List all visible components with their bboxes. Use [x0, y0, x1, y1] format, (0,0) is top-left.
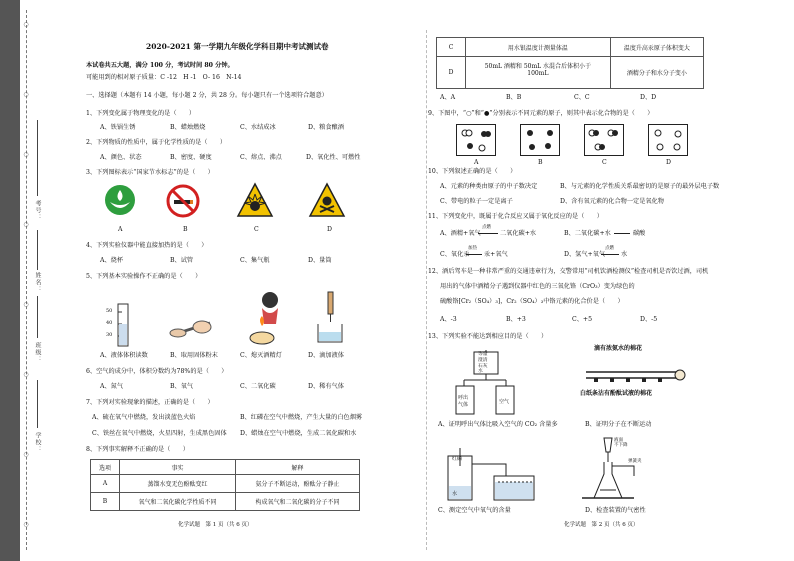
q8-option: A、A — [440, 94, 456, 101]
q10-option: B、与元素的化学性质关系最密切的是原子的最外层电子数 — [560, 183, 720, 190]
field-class: 班级： — [34, 342, 41, 363]
q12-line: 用出的气体中酒精分子遇到仪器中红色的三氧化铬（CrO₃）变为绿色的 — [440, 283, 635, 290]
apparatus-label: 等量 — [478, 352, 488, 357]
q2-option: D、氧化性、可燃性 — [306, 154, 361, 161]
q13-option: C、测定空气中氧气的含量 — [438, 507, 511, 514]
q3-option: C — [254, 226, 259, 233]
q6-option: A、氮气 — [100, 383, 124, 390]
table-cell: 酒精分子和水分子变小 — [610, 57, 703, 89]
q2-option: A、颜色、状态 — [100, 154, 142, 161]
q1-option: A、铁锅生锈 — [100, 124, 136, 131]
particle-box-c — [584, 124, 624, 156]
reaction-arrow — [466, 254, 482, 255]
apparatus-label: 澄清 — [478, 358, 488, 363]
q11-option: C、氧化汞 — [440, 251, 470, 258]
apparatus-label: 滴有浓氨水的棉花 — [594, 345, 643, 352]
q2-option: C、熔点、沸点 — [240, 154, 282, 161]
table-cell: 50mL 酒精和 50mL 水混合后体积小于 100mL — [466, 57, 611, 89]
q5-option: A、液体体积读数 — [100, 352, 148, 359]
q4-option: C、集气瓶 — [240, 257, 270, 264]
q13-stem: 13、下列实验不能达到相应目的是（ ） — [428, 333, 548, 340]
q7-option: C、铁丝在氧气中燃烧，火星四射，生成黑色固体 — [92, 430, 227, 437]
q4-stem: 4、下列实验仪器中能直接加热的是（ ） — [86, 242, 208, 249]
scale-label: 30 — [106, 332, 113, 338]
q3-option: D — [327, 226, 332, 233]
q10-option: A、元素的种类由原子的中子数决定 — [440, 183, 538, 190]
table-header: 选项 — [91, 460, 120, 475]
q1-option: C、水结成冰 — [240, 124, 276, 131]
q1-option: D、粮食酿酒 — [308, 124, 344, 131]
q13-option: D、检查装置的气密性 — [585, 507, 646, 514]
q11-product: 汞+氧气 — [484, 251, 508, 258]
q3-stem: 3、下列图标表示“国家节水标志”的是（ ） — [86, 169, 214, 176]
q6-option: B、氧气 — [170, 383, 194, 390]
q3-option: B — [183, 226, 188, 233]
scale-label: 50 — [106, 308, 113, 314]
q7-option: D、蜡烛在空气中燃烧，生成二氧化碳和水 — [240, 430, 357, 437]
table-cell: A — [91, 475, 120, 493]
q6-option: C、二氧化碳 — [240, 383, 276, 390]
apparatus-label: 水 — [452, 491, 458, 497]
q8-stem: 8、下列事实解释不正确的是（ ） — [86, 446, 189, 453]
seal-circle: ○ — [23, 91, 29, 98]
seal-circle: ○ — [23, 221, 29, 228]
reaction-arrow — [601, 254, 619, 255]
q2-stem: 2、下列物质的性质中，属于化学性质的是（ ） — [86, 139, 227, 146]
table-cell: 用水银温度计测量体温 — [466, 38, 611, 57]
q1-stem: 1、下列变化属于物理变化的是（ ） — [86, 110, 196, 117]
q5-option: B、取用固体粉末 — [170, 352, 218, 359]
apparatus-label: 水 — [478, 369, 483, 374]
table-header: 解释 — [235, 460, 359, 475]
q4-option: D、量筒 — [308, 257, 332, 264]
table-header: 事实 — [120, 460, 236, 475]
apparatus-label: 弹簧夹 — [628, 459, 642, 464]
no-smoking-icon — [166, 184, 200, 218]
seal-circle: ○ — [23, 21, 29, 28]
footer-right: 化学试题 第 2 页（共 6 页） — [564, 522, 639, 528]
q5-stem: 5、下列基本实验操作不正确的是（ ） — [86, 273, 202, 280]
q11-product: 碳酸 — [633, 230, 646, 237]
field-exam-no: 考号： — [34, 200, 41, 221]
reaction-arrow — [614, 233, 630, 234]
q8-table-continued — [436, 37, 704, 89]
field-name: 姓名： — [34, 272, 41, 293]
q12-line: 硫酸铬[Cr₂（SO₄）₃]，Cr₂（SO₄）₃中铬元素的化合价是（ ） — [440, 298, 624, 305]
field-school: 学校： — [34, 432, 41, 453]
q8-table — [90, 459, 360, 511]
reaction-condition: 加热 — [468, 246, 477, 251]
binding-strip — [0, 0, 20, 561]
q10-option: C、带电的粒子一定是离子 — [440, 198, 513, 205]
table-cell: 氧气和二氧化碳化学性质不同 — [120, 493, 236, 511]
q1-option: B、蜡烛燃烧 — [170, 124, 206, 131]
explosive-warning-icon — [236, 182, 274, 218]
table-cell: B — [91, 493, 120, 511]
apparatus-label: 石灰 — [478, 364, 488, 369]
field-line — [37, 380, 38, 428]
reaction-condition: 点燃 — [482, 225, 491, 230]
toxic-warning-icon — [308, 182, 346, 218]
q5-option: D、滴加液体 — [308, 352, 344, 359]
water-saving-icon — [104, 184, 136, 216]
q5-option: C、熄灭酒精灯 — [240, 352, 282, 359]
q12-option: D、-5 — [640, 316, 658, 323]
q3-option: A — [118, 226, 123, 233]
q7-option: A、硫在氧气中燃烧，发出淡蓝色火焰 — [92, 414, 196, 421]
powder-spoon-icon — [168, 315, 214, 345]
apparatus-label: 气体 — [458, 402, 469, 408]
footer-left: 化学试题 第 1 页（共 6 页） — [178, 522, 253, 528]
seal-circle: ○ — [23, 301, 29, 308]
q7-stem: 7、下列对实验现象的描述，正确的是（ ） — [86, 399, 214, 406]
field-line — [37, 296, 38, 338]
seal-circle: ○ — [23, 451, 29, 458]
q6-stem: 6、空气的成分中，体积分数约为78%的是（ ） — [86, 368, 228, 375]
table-cell: C — [437, 38, 466, 57]
q11-product: 二氧化碳+水 — [500, 230, 537, 237]
table-cell: 构成氧气和二氧化碳的分子不同 — [235, 493, 359, 511]
q11-option: D、氢气+氧气 — [564, 251, 606, 258]
particle-box-b — [520, 124, 560, 156]
q12-line: 12、酒后驾车是一种非常严重的交通违章行为，交警常用“司机饮酒检测仪”检查司机是否饮过酒，司机 — [428, 268, 709, 275]
q8-option: D、D — [640, 94, 657, 101]
q13-option: B、证明分子在不断运动 — [585, 421, 652, 428]
apparatus-label: 液面 — [614, 438, 623, 443]
table-cell: 氨分子不断运动，酚酞分子静止 — [235, 475, 359, 493]
apparatus-label: 白纸条沾有酚酞试液的棉花 — [580, 390, 653, 397]
q8-option: B、B — [506, 94, 522, 101]
q10-option: D、含有氧元素的化合物一定是氧化物 — [560, 198, 664, 205]
q9-option: D — [666, 159, 671, 166]
apparatus-label: 呼出 — [458, 395, 469, 401]
q7-option: B、红磷在空气中燃烧，产生大量的白色烟雾 — [240, 414, 363, 421]
particle-box-a — [456, 124, 496, 156]
ammonia-tube-apparatus — [580, 356, 690, 388]
q12-option: B、+3 — [506, 316, 526, 323]
reaction-condition: 点燃 — [605, 246, 614, 251]
q4-option: B、试管 — [170, 257, 194, 264]
seal-circle: ○ — [23, 371, 29, 378]
q12-option: C、+5 — [572, 316, 593, 323]
scale-label: 40 — [106, 320, 113, 326]
q11-product: 水 — [621, 251, 628, 258]
q12-option: A、-3 — [440, 316, 457, 323]
section-heading: 一、选择题（本题有 14 小题，每小题 2 分，共 28 分。每小题只有一个选项符合题意） — [86, 92, 328, 99]
q11-option: A、酒精+氧气 — [440, 230, 481, 237]
q11-option: B、二氧化碳+水 — [564, 230, 611, 237]
table-cell: D — [437, 57, 466, 89]
reaction-arrow — [478, 233, 498, 234]
q8-option: C、C — [574, 94, 590, 101]
page-divider — [426, 30, 427, 550]
apparatus-label: 空气 — [499, 399, 510, 405]
field-line — [37, 230, 38, 270]
page-title: 2020-2021 第一学期九年级化学科目期中考试测试卷 — [146, 42, 329, 51]
exam-note: 本试卷共五大题，满分 100 分，考试时间 80 分钟。 — [86, 62, 234, 69]
dropper-beaker-icon — [312, 290, 348, 346]
q2-option: B、密度、硬度 — [170, 154, 212, 161]
q13-option: A、证明呼出气体比吸入空气的 CO₂ 含量多 — [438, 421, 558, 428]
seal-circle: ○ — [23, 151, 29, 158]
apparatus-label: 红磷 — [452, 456, 463, 462]
particle-box-d — [648, 124, 688, 156]
q10-stem: 10、下列叙述正确的是（ ） — [428, 168, 517, 175]
q9-option: A — [474, 159, 479, 166]
q6-option: D、稀有气体 — [308, 383, 344, 390]
seal-circle: ○ — [23, 521, 29, 528]
apparatus-label: 不下降 — [614, 443, 628, 448]
atomic-mass: 可能用到的相对原子质量：C -12 H -1 O- 16 N-14 — [86, 74, 242, 81]
field-line — [37, 120, 38, 196]
q4-option: A、烧杯 — [100, 257, 124, 264]
q11-stem: 11、下列变化中，既属于化合反应又属于氧化反应的是（ ） — [428, 213, 603, 220]
q9-option: C — [602, 159, 607, 166]
table-cell: 温度升高汞原子体积变大 — [610, 38, 703, 57]
extinguish-lamp-icon — [240, 290, 290, 346]
table-cell: 蒸馏水变无色酚酞变红 — [120, 475, 236, 493]
q9-stem: 9、下图中，“○”和“●”分别表示不同元素的原子，则其中表示化合物的是（ ） — [428, 110, 654, 117]
q9-option: B — [538, 159, 543, 166]
